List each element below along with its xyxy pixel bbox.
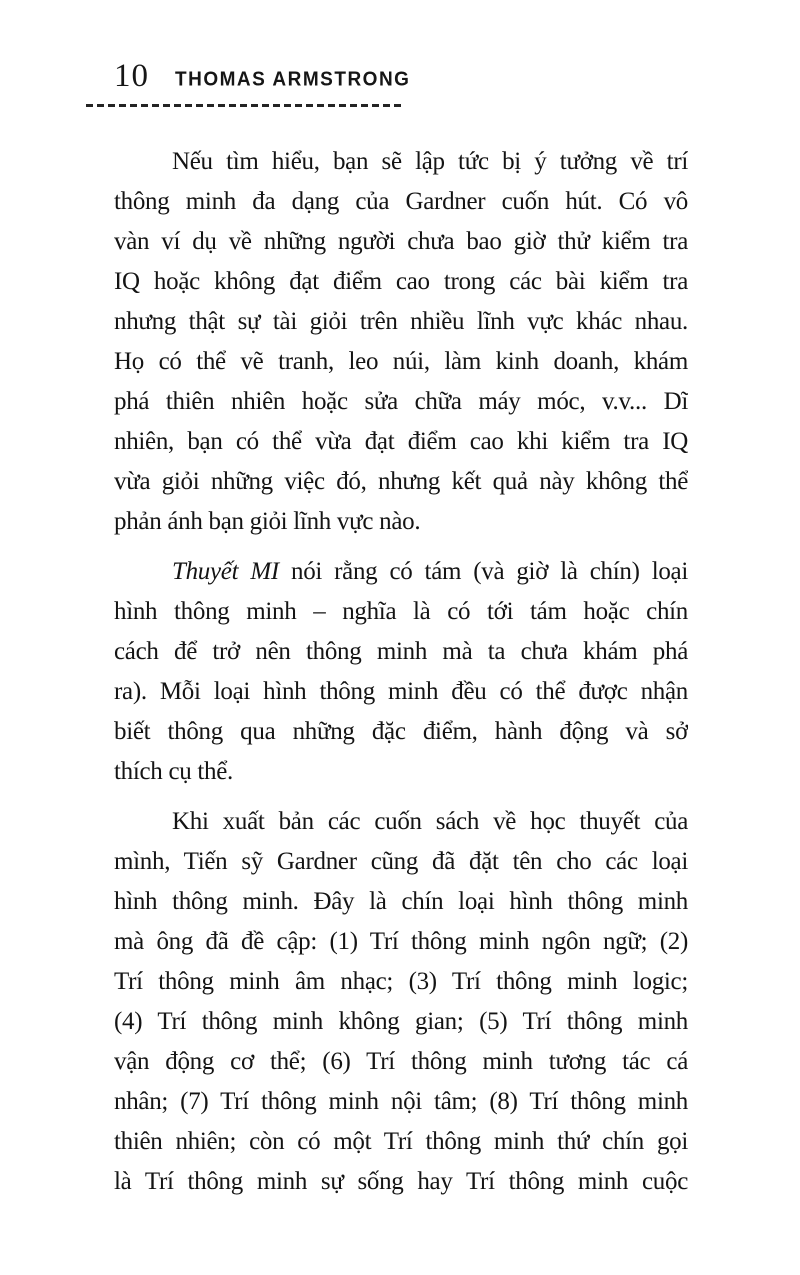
text-line: Nếu tìm hiểu, bạn sẽ lập tức bị ý tưởng về trí: [172, 148, 688, 175]
text-line: thích cụ thể.: [114, 758, 233, 785]
page-body: [114, 142, 688, 1202]
text-line: hình thông minh – nghĩa là có tới tám hoặc chín: [114, 598, 688, 625]
text-line: ra). Mỗi loại hình thông minh đều có thể được nhận: [114, 678, 688, 705]
text-line: nhiên, bạn có thể vừa đạt điểm cao khi kiểm tra IQ: [114, 428, 688, 455]
italic-lead: Thuyết MI: [172, 558, 279, 585]
text-line: thông minh đa dạng của Gardner cuốn hút. Có vô: [114, 188, 688, 215]
header-dashed-rule: [86, 104, 402, 107]
text-line: vừa giỏi những việc đó, nhưng kết quả này không thể: [114, 468, 688, 495]
page-number: 10: [114, 58, 149, 94]
text-line: vàn ví dụ về những người chưa bao giờ thử kiểm tra: [114, 228, 688, 255]
text-line: là Trí thông minh sự sống hay Trí thông minh cuộc: [114, 1168, 688, 1195]
text-line: biết thông qua những đặc điểm, hành động và sở: [114, 718, 688, 745]
author-name: THOMAS ARMSTRONG: [175, 68, 411, 91]
text-line: Trí thông minh âm nhạc; (3) Trí thông minh logic;: [114, 968, 688, 995]
text-line: nhân; (7) Trí thông minh nội tâm; (8) Trí thông minh: [114, 1088, 688, 1115]
paragraph-2: [114, 552, 688, 792]
text-line: thiên nhiên; còn có một Trí thông minh thứ chín gọi: [114, 1128, 688, 1155]
text-line: (4) Trí thông minh không gian; (5) Trí thông minh: [114, 1008, 688, 1035]
paragraph-1: [114, 142, 688, 542]
line-rest: nói rằng có tám (và giờ là chín) loại: [291, 558, 688, 585]
paragraph-3: [114, 802, 688, 1202]
text-line: mình, Tiến sỹ Gardner cũng đã đặt tên cho các loại: [114, 848, 688, 875]
text-line: Khi xuất bản các cuốn sách về học thuyết của: [172, 808, 688, 835]
text-line: hình thông minh. Đây là chín loại hình thông minh: [114, 888, 688, 915]
text-line: phản ánh bạn giỏi lĩnh vực nào.: [114, 508, 421, 535]
text-line: IQ hoặc không đạt điểm cao trong các bài kiểm tra: [114, 268, 688, 295]
text-line: nhưng thật sự tài giỏi trên nhiều lĩnh vực khác nhau.: [114, 308, 688, 335]
text-line: vận động cơ thể; (6) Trí thông minh tương tác cá: [114, 1048, 688, 1075]
text-line: Họ có thể vẽ tranh, leo núi, làm kinh doanh, khám: [114, 348, 688, 375]
page-header: [114, 60, 410, 93]
text-line: [114, 552, 688, 592]
text-line: cách để trở nên thông minh mà ta chưa khám phá: [114, 638, 688, 665]
text-line: phá thiên nhiên hoặc sửa chữa máy móc, v.v... Dĩ: [114, 388, 688, 415]
text-line: mà ông đã đề cập: (1) Trí thông minh ngôn ngữ; (2): [114, 928, 688, 955]
